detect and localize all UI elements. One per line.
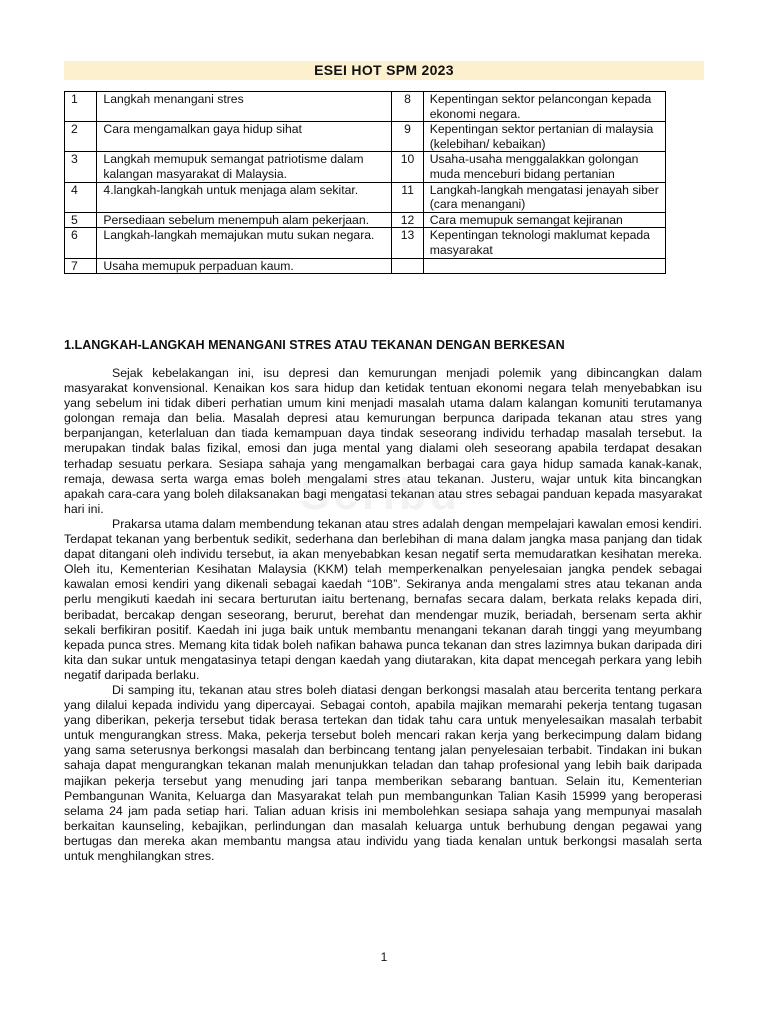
topic-text: Cara memupuk semangat kejiranan — [423, 212, 665, 228]
topic-number: 1 — [65, 92, 97, 122]
topic-text: 4.langkah-langkah untuk menjaga alam sekitar. — [97, 182, 392, 212]
document-title: ESEI HOT SPM 2023 — [64, 61, 704, 80]
paragraph: Di samping itu, tekanan atau stres boleh diatasi dengan berkongsi masalah atau bercerita tentang perkara yang dilalui kepada individu yang dipercayai. Sebagai contoh, apabila majikan memarahi pekerja tentang tugasan yang diberikan, pekerja tersebut tidak berasa tertekan dan tidak tahu cara untuk menyelesaikan masalah terbabit untuk mengurangkan stress. Maka, pekerja tersebut boleh mencari rakan kerja yang berkecimpung dalam bidang yang sama seterusnya berkongsi masalah dan berbincang tentang jalan penyelesaian terbabit. Tindakan ini bukan sahaja dapat mengurangkan tekanan malah menunjukkan teladan dan tahap profesional yang lebih baik daripada majikan pekerja tersebut yang menuding jari tanpa memberikan sebarang bantuan. Selain itu, Kementerian Pembangunan Wanita, Keluarga dan Masyarakat telah pun membangunkan Talian Kasih 15999 yang beroperasi selama 24 jam pada setiap hari. Talian aduan krisis ini membolehkan sesiapa sahaja yang mempunyai masalah berkaitan kaunseling, kebajikan, perlindungan dan masalah keluarga untuk berhubung dengan pegawai yang bertugas dan mereka akan membantu mangsa atau individu yang tiada kenalan untuk berkongsi masalah serta untuk menghilangkan stres. — [64, 682, 702, 863]
topic-number: 11 — [392, 182, 423, 212]
paragraph: Sejak kebelakangan ini, isu depresi dan kemurungan menjadi polemik yang dibincangkan dalam masyarakat konvensional. Kenaikan kos sara hidup dan ketidak tentuan ekonomi negara telah menyebabkan isu yang sebelum ini tidak diberi perhatian umum kini menjadi masalah utama dalam kalangan komuniti terutamanya golongan remaja dan belia. Masalah depresi atau kemurungan berpunca daripada tekanan atau stres yang berpanjangan, keterlaluan dan tiada kemampuan daya tindak seseorang individu terhadap masalah tersebut. Ia merupakan tindak balas fizikal, emosi dan juga mental yang dialami oleh seseorang apabila terdapat desakan terhadap sesuatu perkara. Sesiapa sahaja yang mengamalkan berbagai cara gaya hidup samada kanak-kanak, remaja, dewasa serta warga emas boleh mengalami stres atau tekanan. Justeru, wajar untuk kita bincangkan apakah cara-cara yang boleh dilaksanakan bagi mengatasi tekanan atau stres sebagai panduan kepada masyarakat hari ini. — [64, 366, 702, 516]
topic-number: 6 — [65, 228, 97, 258]
topic-text: Usaha memupuk perpaduan kaum. — [97, 258, 392, 274]
topic-text: Kepentingan sektor pelancongan kepada ekonomi negara. — [423, 92, 665, 122]
topic-text — [423, 258, 665, 274]
topic-row — [65, 258, 666, 274]
topic-number: 3 — [65, 152, 97, 182]
topic-text: Langkah-langkah mengatasi jenayah siber (cara menangani) — [423, 182, 665, 212]
topic-number: 7 — [65, 258, 97, 274]
topic-row — [65, 92, 666, 122]
topic-text: Langkah menangani stres — [97, 92, 392, 122]
topic-number: 5 — [65, 212, 97, 228]
topic-number: 4 — [65, 182, 97, 212]
watermark: Scribd — [300, 470, 461, 519]
topic-text: Persediaan sebelum menempuh alam pekerjaan. — [97, 212, 392, 228]
topic-number: 12 — [392, 212, 423, 228]
topic-row — [65, 152, 666, 182]
topic-number: 2 — [65, 122, 97, 152]
essay-body — [64, 366, 702, 864]
topic-text: Usaha-usaha menggalakkan golongan muda menceburi bidang pertanian — [423, 152, 665, 182]
topic-text: Langkah-langkah memajukan mutu sukan negara. — [97, 228, 392, 258]
topic-row — [65, 228, 666, 258]
section-heading: 1.LANGKAH-LANGKAH MENANGANI STRES ATAU TEKANAN DENGAN BERKESAN — [64, 338, 565, 352]
topic-text: Kepentingan sektor pertanian di malaysia (kelebihan/ kebaikan) — [423, 122, 665, 152]
topic-text: Kepentingan teknologi maklumat kepada masyarakat — [423, 228, 665, 258]
topic-number: 13 — [392, 228, 423, 258]
topic-row — [65, 212, 666, 228]
topic-text: Cara mengamalkan gaya hidup sihat — [97, 122, 392, 152]
topics-table — [64, 91, 666, 274]
topic-number: 9 — [392, 122, 423, 152]
page-number: 1 — [380, 950, 388, 964]
topic-row — [65, 182, 666, 212]
topic-number: 8 — [392, 92, 423, 122]
topic-row — [65, 122, 666, 152]
topic-number — [392, 258, 423, 274]
topic-text: Langkah memupuk semangat patriotisme dalam kalangan masyarakat di Malaysia. — [97, 152, 392, 182]
topic-number: 10 — [392, 152, 423, 182]
paragraph: Prakarsa utama dalam membendung tekanan atau stres adalah dengan mempelajari kawalan emosi kendiri. Terdapat tekanan yang berbentuk sedikit, sederhana dan berlebihan di mana dalam jangka masa panjang dan tidak dapat ditangani oleh individu tersebut, ia akan menyebabkan kesan negatif serta memudaratkan kesihatan mereka. Oleh itu, Kementerian Kesihatan Malaysia (KKM) telah memperkenalkan penyelesaian jangka pendek sebagai kawalan emosi kendiri yang dikenali sebagai kaedah “10B”. Sekiranya anda mengalami stres atau tekanan anda perlu mengikuti kaedah ini secara berturutan iaitu bertenang, bernafas secara dalam, berkata relaks kepada diri, beribadat, bercakap dengan seseorang, berurut, berehat dan mendengar muzik, beriadah, bersenam serta akhir sekali berfikiran positif. Kaedah ini juga baik untuk membantu menangani tekanan darah tinggi yang meyumbang kepada punca stres. Memang kita tidak boleh nafikan bahawa punca tekanan dan stres lazimnya bukan daripada diri kita dan sukar untuk mengatasinya tetapi dengan kaedah yang diutarakan, kita dapat mencegah perkara yang lebih negatif daripada berlaku. — [64, 516, 702, 682]
